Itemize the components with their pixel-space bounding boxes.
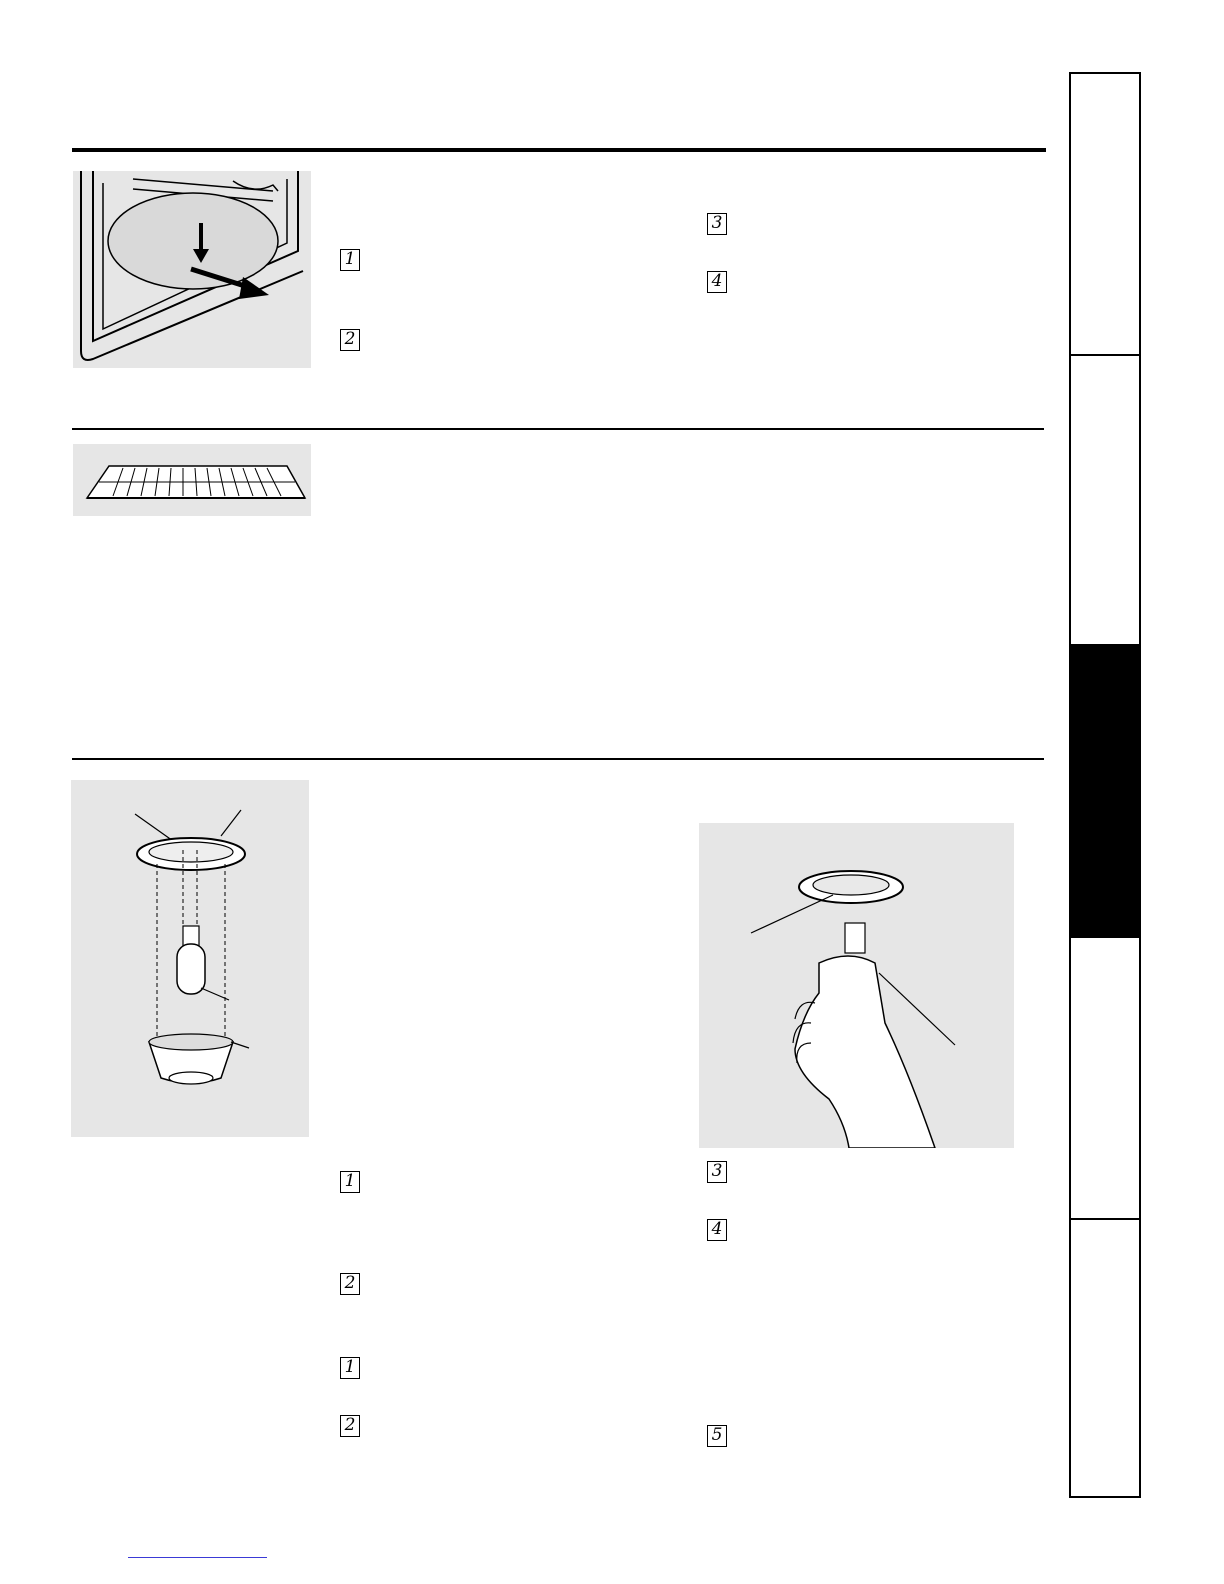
oven-bottom-illustration	[73, 171, 311, 368]
side-tab-3-active[interactable]	[1071, 646, 1139, 938]
bulb-replacement-drawing	[699, 823, 1014, 1148]
oven-rack-drawing	[73, 444, 311, 516]
step-3-light-box: 3	[707, 1161, 727, 1183]
section-divider-1	[72, 428, 1044, 430]
side-tab-5[interactable]	[1071, 1220, 1139, 1496]
step-2a-box: 2	[340, 1273, 360, 1295]
light-assembly-illustration	[71, 780, 309, 1137]
step-3-box: 3	[707, 213, 727, 235]
light-assembly-drawing	[71, 780, 309, 1137]
bulb-replacement-illustration	[699, 823, 1014, 1148]
step-2-box: 2	[340, 329, 360, 351]
step-5-light-box: 5	[707, 1425, 727, 1447]
step-4-light-box: 4	[707, 1219, 727, 1241]
section-divider-2	[72, 758, 1044, 760]
footer-link[interactable]	[128, 1557, 267, 1558]
side-tab-strip	[1069, 72, 1141, 1498]
step-2b-box: 2	[340, 1415, 360, 1437]
oven-bottom-drawing	[73, 171, 311, 368]
step-1a-box: 1	[340, 1171, 360, 1193]
top-rule	[72, 148, 1046, 152]
side-tab-1[interactable]	[1071, 74, 1139, 356]
side-tab-2[interactable]	[1071, 356, 1139, 646]
side-tab-4[interactable]	[1071, 938, 1139, 1220]
step-4-box: 4	[707, 271, 727, 293]
oven-rack-illustration	[73, 444, 311, 516]
step-1-box: 1	[340, 249, 360, 271]
step-1b-box: 1	[340, 1357, 360, 1379]
